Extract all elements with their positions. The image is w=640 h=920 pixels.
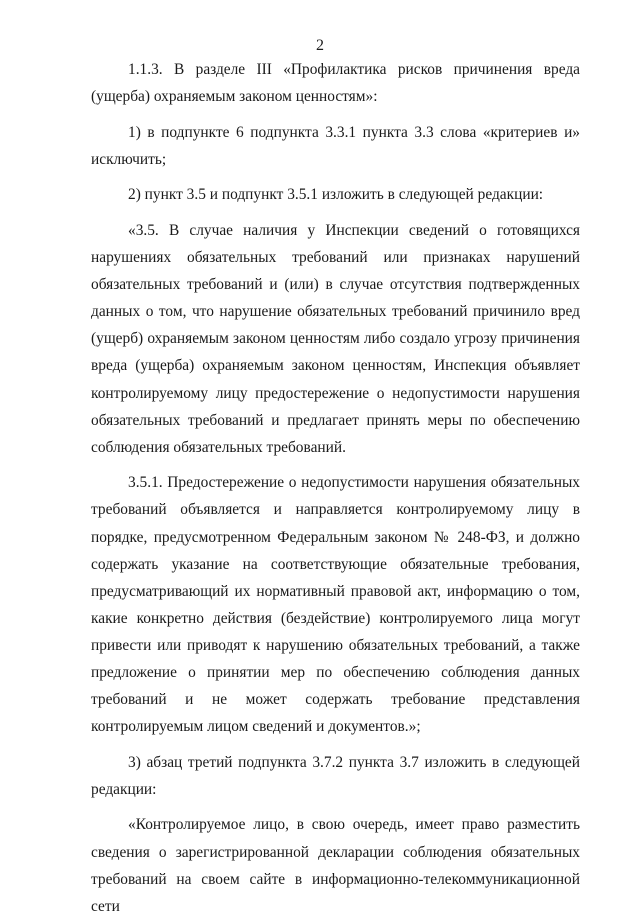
paragraph-item-1: 1) в подпункте 6 подпункта 3.3.1 пункта 3.3 слова «критериев и» исключить; (91, 123, 580, 168)
paragraph-clause-3-5: «3.5. В случае наличия у Инспекции сведений о готовящихся нарушениях обязательных требований или признаках нарушений обязательных требований и (или) в случае отсутствия подтвержденных данных о том, что нарушение обязательных требований причинило вред (ущерб) охраняемым законом ценностям либо создало угрозу причинения вреда (ущерба) охраняемым законом ценностям, Инспекция объявляет контролируемому лицу предостережение о недопустимости нарушения обязательных требований и предлагает принять меры по обеспечению соблюдения обязательных требований. (91, 221, 580, 456)
paragraph-section-1-1-3: 1.1.3. В разделе III «Профилактика рисков причинения вреда (ущерба) охраняемым законом ценностям»: (91, 61, 580, 106)
paragraph-declaration-quote: «Контролируемое лицо, в свою очередь, имеет право разместить сведения о зарегистрированной декларации соблюдения обязательных требований на своем сайте в информационно-телекоммуникационной сети (91, 816, 580, 915)
paragraph-item-2: 2) пункт 3.5 и подпункт 3.5.1 изложить в следующей редакции: (128, 186, 544, 204)
paragraph-clause-3-5-1: 3.5.1. Предостережение о недопустимости нарушения обязательных требований объявляется и направляется контролируемому лицу в порядке, предусмотренном Федеральным законом № 248-ФЗ, и должно содержать указание на соответствующие обязательные требования, предусматривающий их нормативный правовой акт, информацию о том, какие конкретно действия (бездействие) контролируемого лица могут привести или приводят к нарушению обязательных требований, а также предложение о принятии мер по обеспечению соблюдения данных требований и не может содержать требование представления контролируемым лицом сведений и документов.»; (91, 474, 580, 736)
page-number: 2 (316, 37, 324, 54)
paragraph-item-3: 3) абзац третий подпункта 3.7.2 пункта 3.7 изложить в следующей редакции: (91, 753, 580, 798)
document-body (91, 56, 580, 920)
